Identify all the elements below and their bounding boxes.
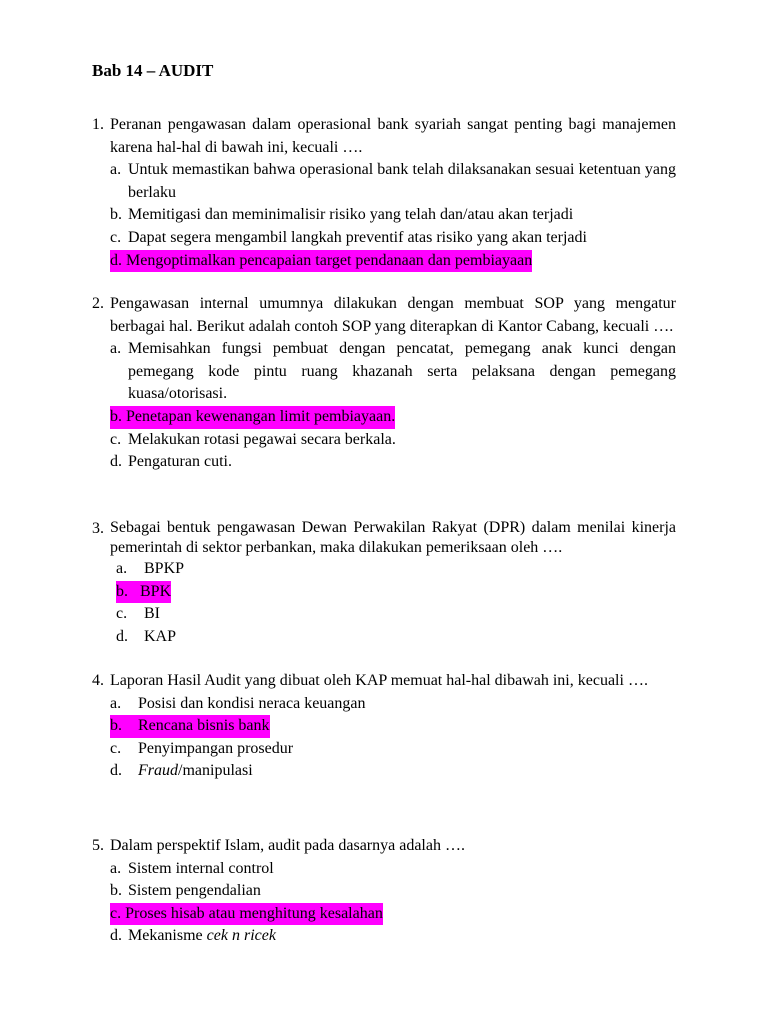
option-a bbox=[116, 558, 676, 581]
option-letter: a. bbox=[110, 161, 122, 179]
option-text: Memisahkan fungsi pembuat dengan pencatat, pemegang anak kunci dengan pemegang kode pintu ruang khazanah serta pelaksana dengan pemegang kuasa/otorisasi. bbox=[128, 340, 676, 403]
question-4 bbox=[92, 670, 676, 783]
option-b bbox=[110, 204, 676, 227]
option-text: Untuk memastikan bahwa operasional bank telah dilaksanakan sesuai ketentuan yang berlaku bbox=[128, 161, 676, 201]
option-text bbox=[138, 760, 676, 783]
option-d bbox=[110, 451, 676, 474]
question-stem bbox=[92, 670, 676, 693]
option-text: Melakukan rotasi pegawai secara berkala. bbox=[128, 430, 396, 448]
option-letter: b. bbox=[110, 407, 122, 425]
option-c bbox=[110, 227, 676, 250]
option-c bbox=[110, 429, 676, 452]
option-d bbox=[110, 925, 676, 948]
option-letter: b. bbox=[110, 882, 122, 900]
option-letter: d. bbox=[110, 762, 122, 780]
option-b bbox=[110, 880, 676, 903]
option-letter: c. bbox=[110, 430, 122, 448]
option-text: Penetapan kewenangan limit pembiayaan. bbox=[126, 407, 396, 425]
option-letter: c. bbox=[116, 605, 128, 623]
option-text-rest: Mekanisme bbox=[128, 927, 207, 945]
option-letter: a. bbox=[110, 859, 122, 877]
option-text: Sistem internal control bbox=[128, 859, 274, 877]
option-letter: b. bbox=[116, 582, 128, 600]
question-1 bbox=[92, 114, 676, 272]
option-text: Sistem pengendalian bbox=[128, 882, 261, 900]
option-text: Mengoptimalkan pencapaian target pendanaan dan pembiayaan bbox=[126, 251, 533, 269]
question-text: Peranan pengawasan dalam operasional bank syariah sangat penting bagi manajemen karena hal-hal di bawah ini, kecuali …. bbox=[110, 116, 676, 156]
chapter-title: Bab 14 – AUDIT bbox=[92, 61, 214, 80]
option-text: KAP bbox=[144, 627, 177, 645]
option-letter: b. bbox=[110, 717, 122, 735]
option-text: Memitigasi dan meminimalisir risiko yang telah dan/atau akan terjadi bbox=[128, 206, 574, 224]
question-stem bbox=[92, 835, 676, 858]
option-letter: c. bbox=[110, 228, 122, 246]
option-a bbox=[110, 858, 676, 881]
option-text: Posisi dan kondisi neraca keuangan bbox=[138, 694, 366, 712]
option-text: Dapat segera mengambil langkah preventif atas risiko yang akan terjadi bbox=[128, 228, 587, 246]
question-number: 3. bbox=[92, 520, 104, 537]
question-stem bbox=[92, 114, 676, 159]
option-text: BPK bbox=[140, 582, 172, 600]
question-number: 1. bbox=[92, 116, 104, 133]
option-b-answer bbox=[110, 406, 676, 429]
option-b-answer bbox=[116, 581, 676, 604]
question-stem bbox=[92, 293, 676, 338]
option-text: Pengaturan cuti. bbox=[128, 453, 232, 471]
option-a bbox=[110, 693, 676, 716]
option-a bbox=[110, 159, 676, 204]
option-text: BPKP bbox=[144, 560, 185, 577]
option-letter: d. bbox=[116, 627, 128, 645]
option-c-answer bbox=[110, 903, 676, 926]
question-number: 2. bbox=[92, 295, 104, 312]
option-text-italic: Fraud bbox=[138, 762, 178, 780]
option-letter: d. bbox=[110, 453, 122, 471]
option-letter: d. bbox=[110, 927, 122, 945]
option-letter: a. bbox=[110, 340, 122, 358]
question-2 bbox=[92, 293, 676, 474]
question-text: Pengawasan internal umumnya dilakukan dengan membuat SOP yang mengatur berbagai hal. Berikut adalah contoh SOP yang diterapkan di Kantor Cabang, kecuali …. bbox=[110, 295, 676, 335]
question-text: Laporan Hasil Audit yang dibuat oleh KAP memuat hal-hal dibawah ini, kecuali …. bbox=[110, 672, 648, 689]
question-stem bbox=[92, 518, 676, 558]
option-letter: c. bbox=[110, 904, 122, 922]
question-number: 5. bbox=[92, 837, 104, 854]
question-text: Sebagai bentuk pengawasan Dewan Perwakilan Rakyat (DPR) dalam menilai kinerja pemerintah di sektor perbankan, maka dilakukan pemeriksaan oleh …. bbox=[110, 519, 676, 556]
option-text: Penyimpangan prosedur bbox=[138, 739, 294, 757]
question-5 bbox=[92, 835, 676, 948]
option-text-italic: cek n ricek bbox=[206, 927, 276, 945]
option-text bbox=[128, 925, 676, 948]
option-d bbox=[110, 760, 676, 783]
option-text: BI bbox=[144, 605, 160, 623]
option-a bbox=[110, 338, 676, 406]
option-letter: a. bbox=[110, 694, 122, 712]
option-letter: d. bbox=[110, 251, 122, 269]
option-letter: c. bbox=[110, 739, 122, 757]
question-number: 4. bbox=[92, 672, 104, 689]
answer-highlight bbox=[110, 406, 395, 429]
option-letter: b. bbox=[110, 206, 122, 224]
answer-highlight bbox=[110, 903, 383, 926]
option-c bbox=[116, 603, 676, 626]
option-text-rest: /manipulasi bbox=[178, 762, 253, 780]
question-3 bbox=[92, 518, 676, 648]
question-text: Dalam perspektif Islam, audit pada dasarnya adalah …. bbox=[110, 837, 465, 854]
answer-highlight bbox=[116, 581, 171, 604]
answer-highlight bbox=[110, 715, 270, 738]
option-b-answer bbox=[110, 715, 676, 738]
option-text: Proses hisab atau menghitung kesalahan bbox=[125, 904, 383, 922]
option-d bbox=[116, 626, 676, 649]
option-text: Rencana bisnis bank bbox=[138, 717, 270, 735]
option-d-answer bbox=[110, 250, 676, 273]
option-letter: a. bbox=[116, 560, 128, 577]
answer-highlight bbox=[110, 250, 532, 273]
option-c bbox=[110, 738, 676, 761]
